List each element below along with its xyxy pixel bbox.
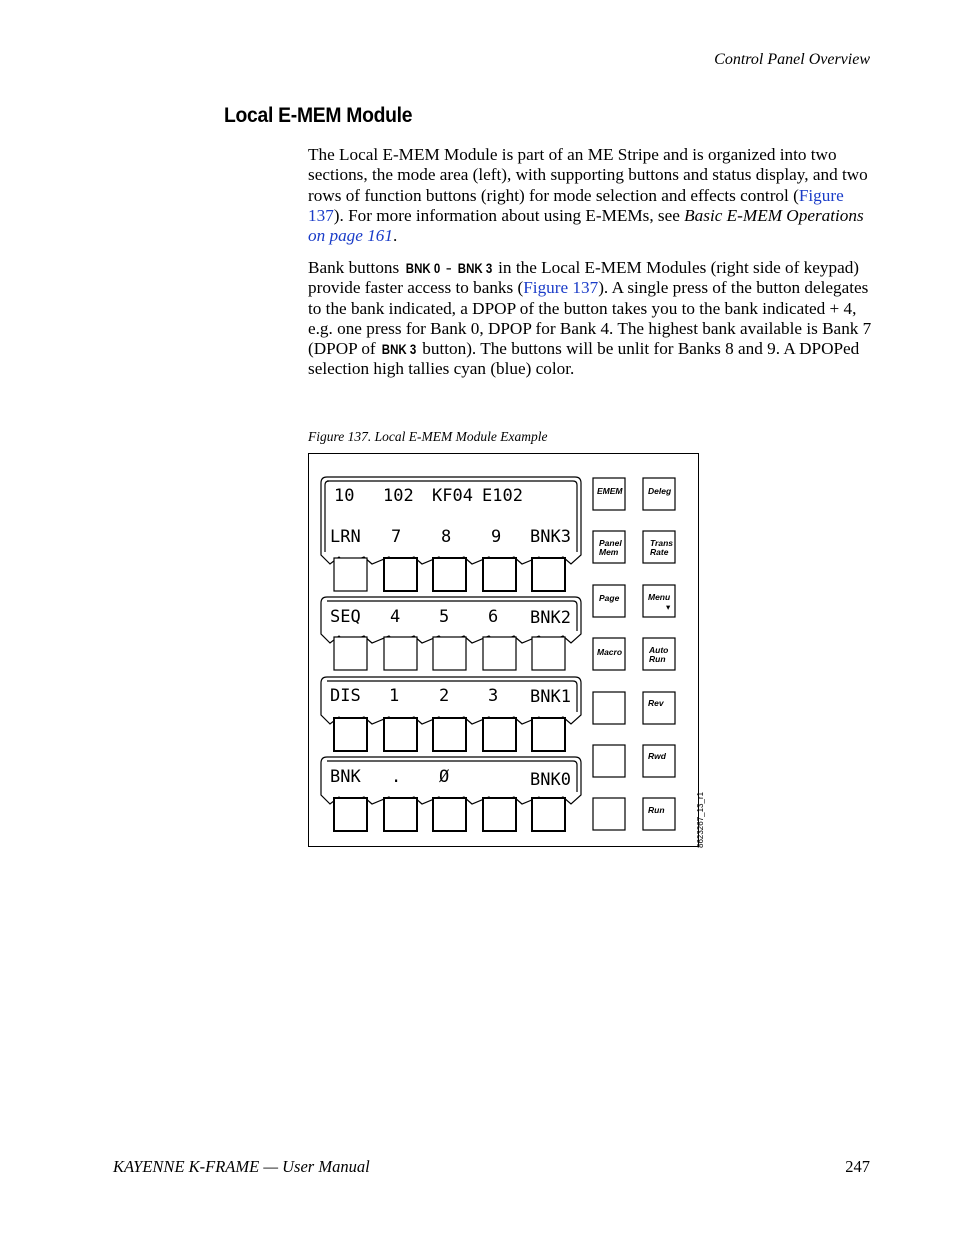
keypad-button-r1-c1[interactable] xyxy=(334,558,367,591)
figure-caption: Figure 137. Local E-MEM Module Example xyxy=(308,429,548,444)
row2-label-4: BNK2 xyxy=(530,608,571,628)
row1-label-1: 7 xyxy=(391,527,402,547)
para2-text-3: in the Local E-MEM Modules (right side of keypad) provide faster access to banks ( xyxy=(308,258,860,298)
blank-button-2[interactable] xyxy=(593,745,625,777)
row2-label-0: SEQ xyxy=(330,607,361,627)
emem-label: EMEM xyxy=(597,486,623,496)
keypad-button-r3-c4[interactable] xyxy=(483,718,516,751)
row1-label-2: 8 xyxy=(441,527,452,547)
bank-buttons-paragraph xyxy=(308,258,874,380)
keypad-button-r2-c1[interactable] xyxy=(334,637,367,670)
auto-run-label-1: Auto xyxy=(649,645,669,655)
run-label: Run xyxy=(648,805,665,815)
intro-paragraph xyxy=(308,145,874,246)
figure-137-link-2[interactable]: Figure 137 xyxy=(523,278,599,298)
keypad-button-r4-c1[interactable] xyxy=(334,798,367,831)
para1-text-1: The Local E-MEM Module is part of an ME Stripe and is organized into two sections, the mode area (left), with supporting buttons and status display, and two rows of function buttons (right) for mode selection and effects control ( xyxy=(308,145,868,205)
menu-arrow-icon: ▾ xyxy=(666,602,671,612)
figure-id: 8623267_13_r1 xyxy=(696,791,705,848)
bnk3-button-ref: BNK 3 xyxy=(457,260,493,276)
keypad-button-r4-c3[interactable] xyxy=(433,798,466,831)
keypad-button-r4-c5[interactable] xyxy=(532,798,565,831)
status-1: 102 xyxy=(383,486,414,506)
figure-137-link[interactable]: Figure 137 xyxy=(308,185,844,225)
local-emem-module-figure xyxy=(308,453,705,848)
status-2: KF04 xyxy=(432,486,473,506)
para2-text-1: Bank buttons xyxy=(308,258,404,277)
panel-mem-label-2: Mem xyxy=(599,547,619,557)
row3-label-3: 3 xyxy=(488,686,499,706)
blank-button-3[interactable] xyxy=(593,798,625,830)
row2-label-1: 4 xyxy=(390,607,401,627)
bnk0-button-ref: BNK 0 xyxy=(405,260,440,276)
deleg-label: Deleg xyxy=(648,486,672,496)
row2-label-3: 6 xyxy=(488,607,499,627)
keypad-button-r1-c4[interactable] xyxy=(483,558,516,591)
para2-text-5: button). The buttons will be unlit for Banks 8 and 9. A DPOPed selection high tallies cyan (blue) color. xyxy=(308,339,860,379)
row4-label-1: . xyxy=(391,767,402,787)
row3-label-1: 1 xyxy=(389,686,400,706)
para1-text-3: . xyxy=(392,226,398,246)
keypad-button-r3-c2[interactable] xyxy=(384,718,417,751)
keypad-button-r3-c1[interactable] xyxy=(334,718,367,751)
row4-label-2: Ø xyxy=(439,767,450,787)
running-header: Control Panel Overview xyxy=(714,51,870,68)
trans-rate-label-1: Trans xyxy=(650,538,673,548)
page-label: Page xyxy=(599,593,620,603)
local-emem-module-diagram xyxy=(309,454,705,848)
section-title: Local E-MEM Module xyxy=(224,104,413,127)
row1-label-3: 9 xyxy=(491,527,502,547)
row1-label-0: LRN xyxy=(330,527,361,547)
rwd-label: Rwd xyxy=(648,751,666,761)
keypad-button-r1-c2[interactable] xyxy=(384,558,417,591)
para2-text-4: ). A single press of the button delegates to the bank indicated, a DPOP of the button takes you to the bank indicated + 4, e.g. one press for Bank 0, DPOP for Bank 4. The highest bank available is Bank 7 (DPOP of xyxy=(308,278,872,359)
row2-label-2: 5 xyxy=(439,607,450,627)
keypad-button-r2-c3[interactable] xyxy=(433,637,466,670)
row1-label-4: BNK3 xyxy=(530,527,571,547)
rwd-button[interactable] xyxy=(643,745,675,777)
status-0: 10 xyxy=(334,486,355,506)
page-161-link[interactable]: on page 161 xyxy=(308,226,393,246)
para2-text-2: - xyxy=(441,258,456,277)
para1-text-2: ). For more information about using E-MEMs, see xyxy=(333,205,685,225)
keypad-button-r2-c5[interactable] xyxy=(532,637,565,670)
row3-label-0: DIS xyxy=(330,686,361,706)
keypad-button-r4-c2[interactable] xyxy=(384,798,417,831)
keypad-button-r1-c5[interactable] xyxy=(532,558,565,591)
footer-manual-title: KAYENNE K-FRAME — User Manual xyxy=(113,1157,370,1176)
keypad-button-r3-c3[interactable] xyxy=(433,718,466,751)
footer-page-number: 247 xyxy=(845,1157,870,1176)
row4-label-4: BNK0 xyxy=(530,770,571,790)
keypad-button-r1-c3[interactable] xyxy=(433,558,466,591)
keypad-button-r2-c4[interactable] xyxy=(483,637,516,670)
keypad-button-r4-c4[interactable] xyxy=(483,798,516,831)
keypad-button-r2-c2[interactable] xyxy=(384,637,417,670)
row3-label-4: BNK1 xyxy=(530,687,571,707)
keypad-button-r3-c5[interactable] xyxy=(532,718,565,751)
status-3: E102 xyxy=(482,486,523,506)
auto-run-label-2: Run xyxy=(649,654,666,664)
row3-label-2: 2 xyxy=(439,686,450,706)
trans-rate-label-2: Rate xyxy=(650,547,669,557)
menu-label: Menu xyxy=(648,592,671,602)
rev-button[interactable] xyxy=(643,692,675,724)
row4-label-0: BNK xyxy=(330,767,361,787)
blank-button-1[interactable] xyxy=(593,692,625,724)
basic-emem-operations-ref: Basic E-MEM Operations xyxy=(684,205,864,225)
rev-label: Rev xyxy=(648,698,664,708)
panel-mem-label-1: Panel xyxy=(599,538,622,548)
macro-label: Macro xyxy=(597,647,623,657)
bnk3-button-ref-2: BNK 3 xyxy=(381,341,417,358)
